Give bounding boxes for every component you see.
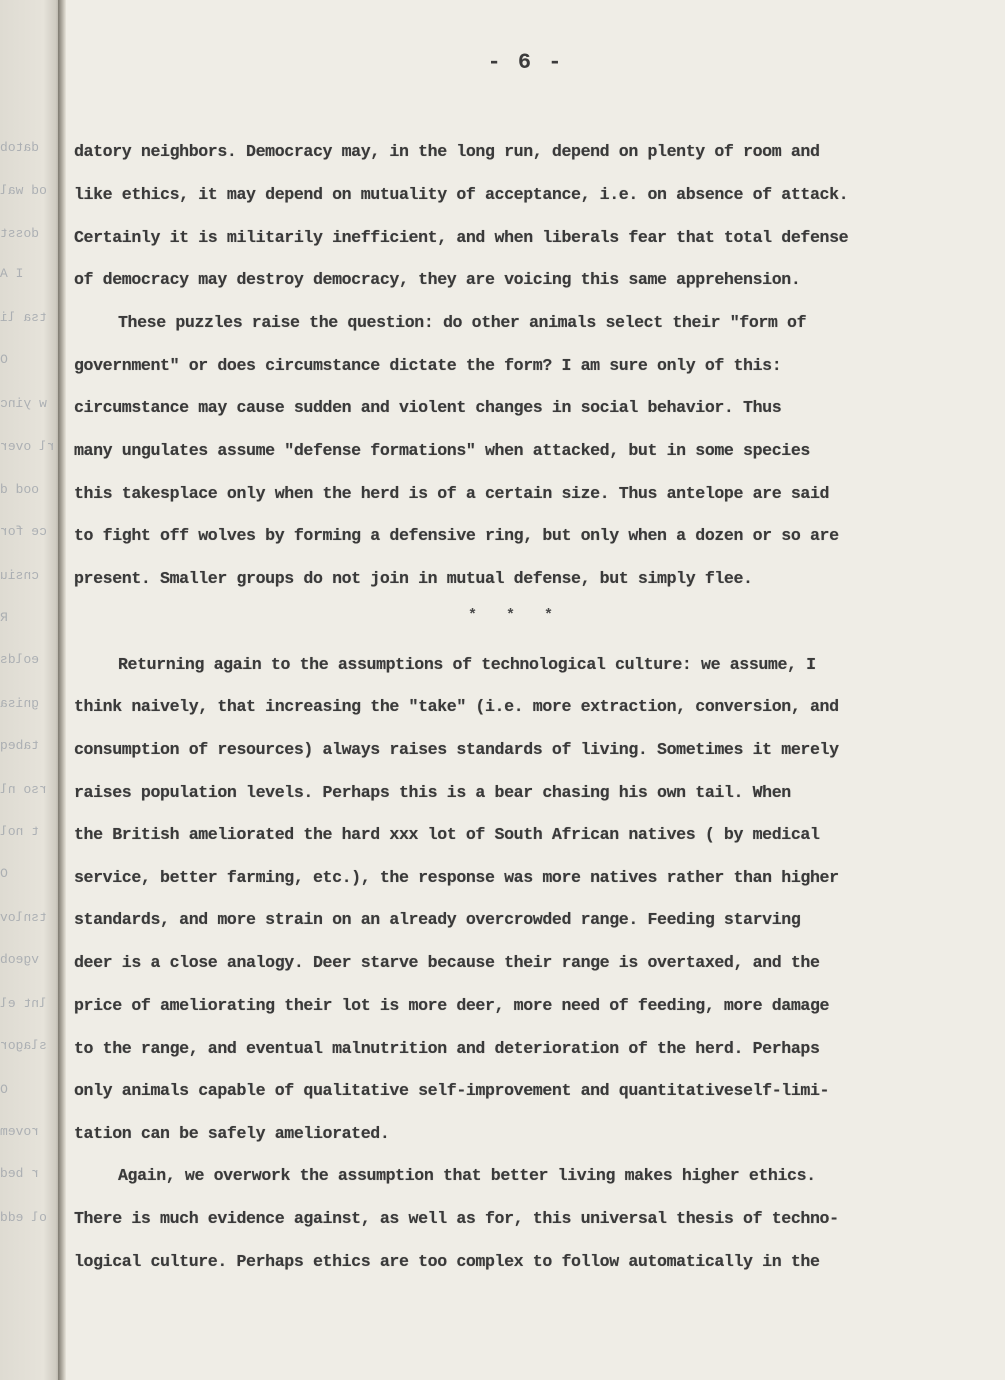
body-line: There is much evidence against, as well as for, this universal thesis of techno-: [74, 1209, 839, 1228]
body-line: present. Smaller groups do not join in mutual defense, but simply flee.: [74, 569, 753, 588]
body-line: price of ameliorating their lot is more deer, more need of feeding, more damage: [74, 996, 830, 1015]
facing-page-fragment: r bed: [0, 1166, 40, 1181]
facing-page-fragment: slagor: [0, 1038, 47, 1053]
facing-page-fragment: od wal: [0, 183, 47, 198]
facing-page-fragment: cnsiu: [0, 568, 40, 583]
facing-page-fragment: rovem: [0, 1124, 40, 1139]
body-line: to the range, and eventual malnutrition and deterioration of the herd. Perhaps: [74, 1039, 820, 1058]
facing-page-fragment: R: [0, 610, 8, 625]
body-line: logical culture. Perhaps ethics are too complex to follow automatically in the: [74, 1252, 820, 1271]
paragraph-start-line: Returning again to the assumptions of technological culture: we assume, I: [118, 655, 816, 674]
facing-page-fragment: tabeq: [0, 738, 40, 753]
body-line: the British ameliorated the hard xxx lot of South African natives ( by medical: [74, 825, 820, 844]
body-line: of democracy may destroy democracy, they are voicing this same apprehension.: [74, 270, 801, 289]
facing-page-fragment: ce for: [0, 524, 47, 539]
body-line: deer is a close analogy. Deer starve because their range is overtaxed, and the: [74, 953, 820, 972]
facing-page-fragment: ood d: [0, 482, 40, 497]
body-line: Certainly it is militarily inefficient, and when liberals fear that total defense: [74, 228, 849, 247]
body-line: consumption of resources) always raises standards of living. Sometimes it merely: [74, 740, 839, 759]
body-line: datory neighbors. Democracy may, in the long run, depend on plenty of room and: [74, 142, 820, 161]
facing-page-fragment: rl over: [0, 439, 55, 454]
facing-page-fragment: O: [0, 1082, 8, 1097]
page-number-text: - 6 -: [487, 50, 564, 75]
body-line: standards, and more strain on an already overcrowded range. Feeding starving: [74, 910, 801, 929]
body-line: service, better farming, etc.), the response was more natives rather than higher: [74, 868, 839, 887]
facing-page-fragment: t nol: [0, 824, 40, 839]
body-line: this takesplace only when the herd is of a certain size. Thus antelope are said: [74, 484, 830, 503]
typed-page: [66, 0, 1005, 1380]
facing-page-fragment: I A: [0, 266, 24, 281]
facing-page-fragment: eolds: [0, 652, 40, 667]
facing-page-fragment: O: [0, 866, 8, 881]
facing-page-fragment: dosst: [0, 226, 40, 241]
body-line: raises population levels. Perhaps this is a bear chasing his own tail. When: [74, 783, 791, 802]
body-line: think naively, that increasing the "take" (i.e. more extraction, conversion, and: [74, 697, 839, 716]
facing-page-fragment: datob: [0, 140, 40, 155]
facing-page-fragment: rso nl: [0, 782, 47, 797]
facing-page-fragment: vgeob: [0, 952, 40, 967]
facing-page-fragment: tsnlov: [0, 910, 47, 925]
paragraph-start-line: These puzzles raise the question: do other animals select their "form of: [118, 313, 807, 332]
facing-page-fragment: w yinc: [0, 396, 47, 411]
facing-page-fragment: O: [0, 352, 8, 367]
body-line: only animals capable of qualitative self-improvement and quantitativeself-limi-: [74, 1081, 830, 1100]
paragraph-start-line: Again, we overwork the assumption that better living makes higher ethics.: [118, 1166, 816, 1185]
body-line: tation can be safely ameliorated.: [74, 1124, 390, 1143]
facing-page-fragment: tsa li: [0, 310, 47, 325]
body-line: government" or does circumstance dictate the form? I am sure only of this:: [74, 356, 782, 375]
facing-page-strip: [0, 0, 62, 1380]
facing-page-fragment: lnt el: [0, 996, 47, 1011]
page-number: [66, 50, 1005, 75]
body-line: to fight off wolves by forming a defensive ring, but only when a dozen or so are: [74, 526, 839, 545]
body-line: like ethics, it may depend on mutuality of acceptance, i.e. on absence of attack.: [74, 185, 849, 204]
body-line: many ungulates assume "defense formations" when attacked, but in some species: [74, 441, 810, 460]
facing-page-fragment: ol edd: [0, 1210, 47, 1225]
body-line: circumstance may cause sudden and violent changes in social behavior. Thus: [74, 398, 782, 417]
book-gutter: [58, 0, 66, 1380]
section-break-text: * * *: [467, 607, 563, 624]
facing-page-fragment: gnisa: [0, 696, 40, 711]
section-break: [66, 607, 1005, 624]
